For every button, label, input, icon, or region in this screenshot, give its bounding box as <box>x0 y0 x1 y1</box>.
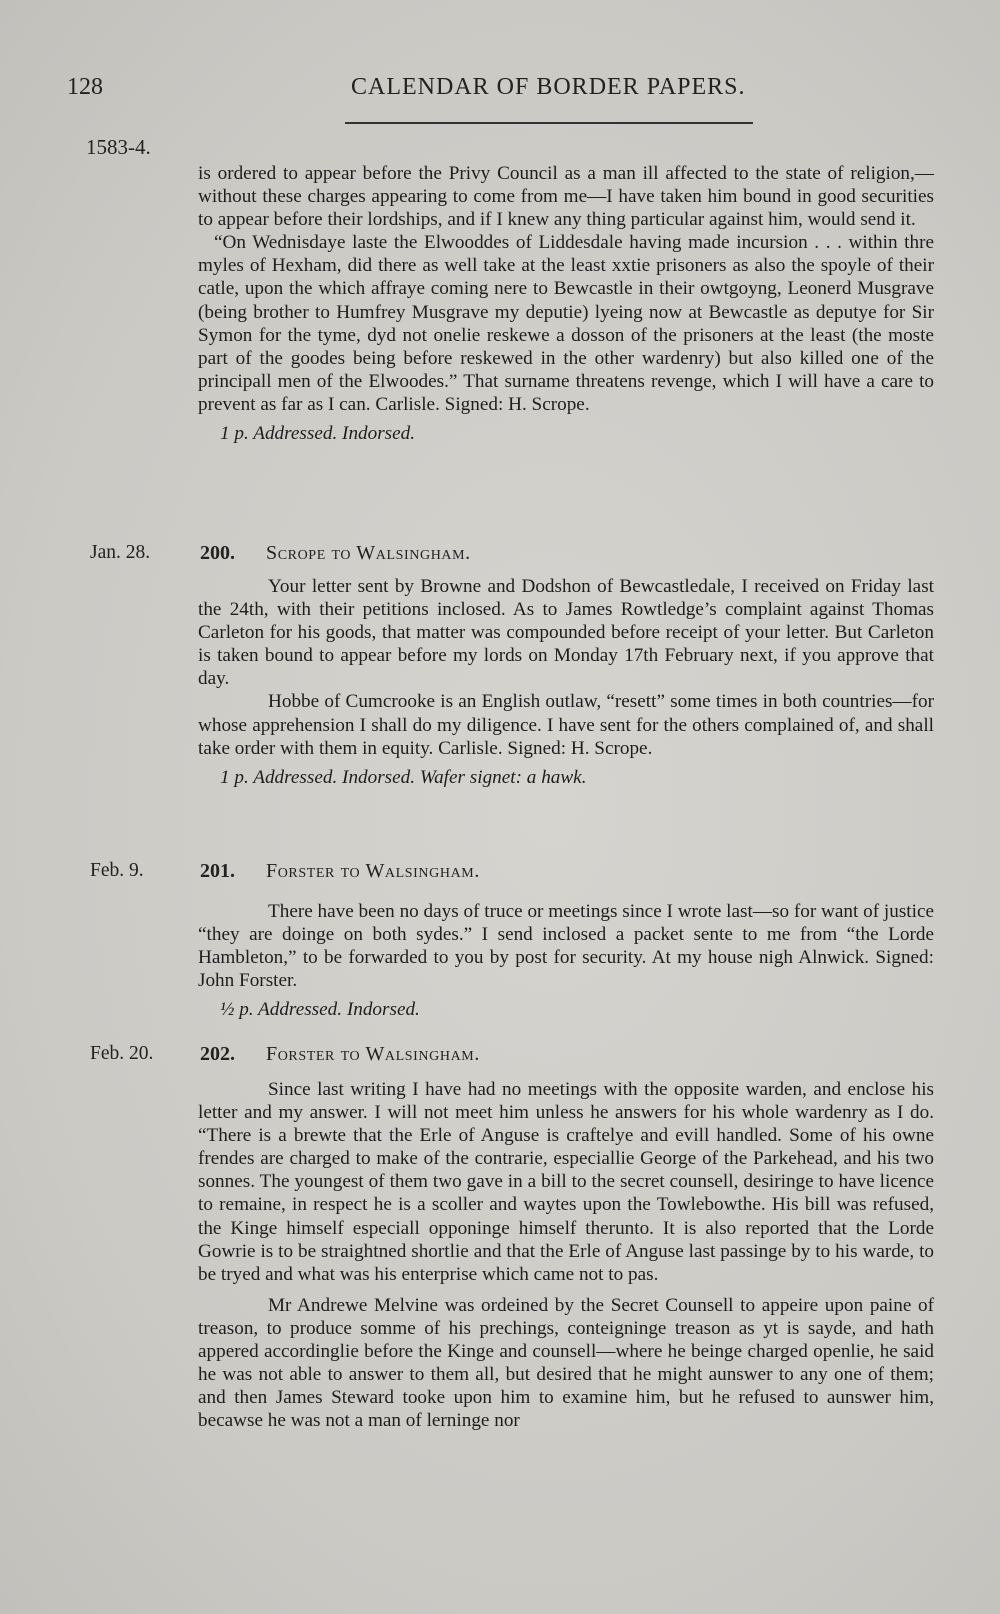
entry-body <box>198 575 934 789</box>
paragraph: is ordered to appear before the Privy Council as a man ill affected to the state of religion,—without these charges appearing to come from me—I have taken him bound in good securities to appear before their lordships, and if I knew any thing particular against him, would send it. <box>198 163 934 231</box>
paragraph: “On Wednisdaye laste the Elwooddes of Liddesdale having made incursion . . . within thre myles of Hexham, did there as well take at the least xxtie prisoners as also the spoyle of their catle, upon the which affraye coming nere to Bewcastle in their owtgoyng, Leonerd Musgrave (being brother to Humfrey Musgrave my deputie) lyeing now at Bewcastle as deputye for Sir Symon for the tyme, dyd not onelie reskewe a dosson of the prisoners at the least (the moste part of the goodes being before reskewed in the other wardenry) but also killed one of the principall men of the Elwoodes.” That surname threatens revenge, which I will have a care to prevent as far as I can. Carlisle. Signed: H. Scrope. <box>198 232 934 415</box>
document-meta: 1 p. Addressed. Indorsed. <box>220 423 416 445</box>
document-meta: ½ p. Addressed. Indorsed. <box>220 999 420 1021</box>
paragraph: Since last writing I have had no meetings with the opposite warden, and enclose his letter and my answer. I will not meet him unless he answers for his whole wardenry as I do. “There is a brewte that the Erle of Anguse is craftelye and evill handled. Some of his owne frendes are charged to make of the contrarie, especiallie George of the Parkehead, and his two sonnes. The youngest of them two gave in a bill to the secret counsell, desiringe to have licence to remaine, in respect he is a scoller and waytes upon the Towlebowthe. His bill was refused, the Kinge himself especiall opponinge himself therunto. It is also reported that the Lorde Gowrie is to be straightned shortlie and that the Erle of Anguse last passinge by to his warde, to be tryed and what was his enterprise which came not to pas. <box>198 1079 934 1285</box>
running-title: CALENDAR OF BORDER PAPERS. <box>351 74 746 100</box>
paragraph: There have been no days of truce or meetings since I wrote last—so for want of justice “they are doinge on both sydes.” I send inclosed a packet sente to me from “the Lorde Hambleton,” to be forwarded to you by post for security. At my house nigh Alnwick. Signed: John Forster. <box>198 901 935 992</box>
year-label: 1583-4. <box>86 135 151 159</box>
continuation-block <box>198 162 934 445</box>
entry-title: Forster to Walsingham. <box>266 860 480 882</box>
entry-number: 202. <box>200 1043 235 1065</box>
paragraph: Mr Andrewe Melvine was ordeined by the Secret Counsell to appeire upon paine of treason, to produce somme of his prechings, conteigninge treason as yt is sayde, and hath appered accordinglie before the Kinge and counsell—where he beinge charged openlie, he said he was not able to answer to them all, but desired that he might aunswer to any one of them; and then James Steward tooke upon him to examine him, but he refused to aunswer him, becawse he was not a man of lerninge nor <box>198 1294 934 1432</box>
paragraph: Your letter sent by Browne and Dodshon of Bewcastledale, I received on Friday last the 24th, with their petitions inclosed. As to James Rowtledge’s complaint against Thomas Carleton for his goods, that matter was compounded before receipt of your letter. But Carleton is taken bound to appear before my lords on Monday 17th February next, if you approve that day. <box>198 576 934 690</box>
entry-number: 200. <box>200 542 235 564</box>
document-meta: 1 p. Addressed. Indorsed. Wafer signet: a hawk. <box>220 766 587 788</box>
entry-body <box>198 1078 934 1432</box>
entry-date: Feb. 9. <box>90 860 144 881</box>
entry-number: 201. <box>200 860 235 882</box>
entry-title: Scrope to Walsingham. <box>266 542 471 564</box>
header-rule <box>345 122 753 124</box>
entry-date: Jan. 28. <box>90 542 151 563</box>
entry-title: Forster to Walsingham. <box>266 1043 480 1065</box>
entry-date: Feb. 20. <box>90 1043 154 1064</box>
paragraph: Hobbe of Cumcrooke is an English outlaw, “resett” some times in both countries—for whose apprehension I shall do my diligence. I have sent for the others complained of, and shall take order with them in equity. Carlisle. Signed: H. Scrope. <box>198 691 934 759</box>
page-number: 128 <box>67 74 103 100</box>
entry-body <box>198 900 934 1021</box>
